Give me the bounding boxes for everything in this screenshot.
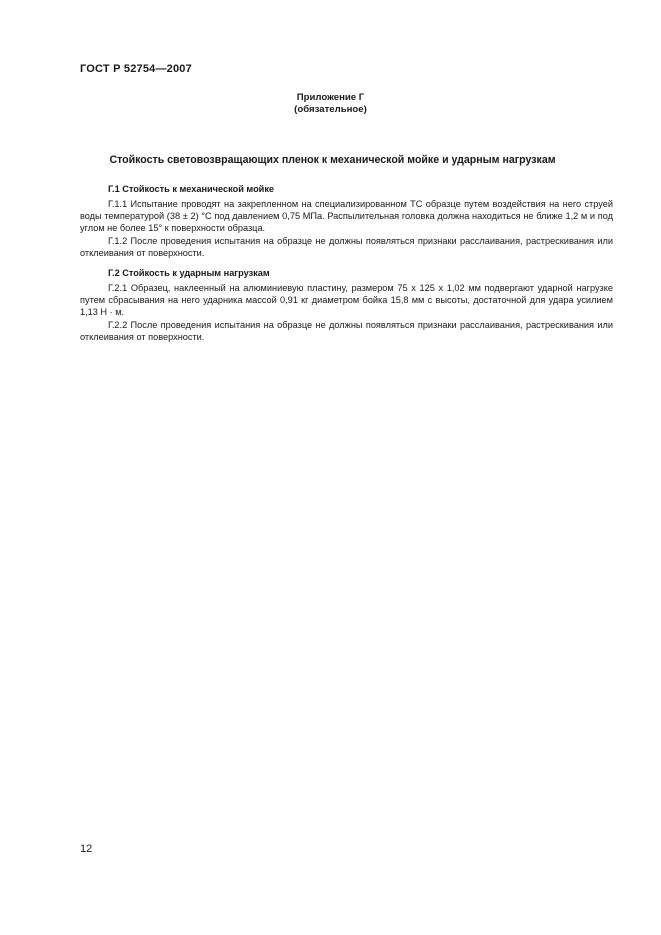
paragraph-g2-2-text: Г.2.2 После проведения испытания на образце не должны появляться признаки расслаивания, растрескивания или отклеивания от поверхности. (80, 320, 613, 343)
paragraph-g1-2 (80, 235, 613, 259)
paragraph-g2-2 (80, 319, 613, 343)
section-heading-g2: Г.2 Стойкость к ударным нагрузкам (108, 268, 270, 278)
page-number: 12 (80, 843, 93, 855)
paragraph-g2-1 (80, 282, 613, 319)
appendix-status: (обязательное) (294, 104, 367, 115)
page-title: Стойкость световозвращающих пленок к механической мойке и ударным нагрузкам (109, 154, 556, 166)
paragraph-g1-1-text: Г.1.1 Испытание проводят на закрепленном на специализированном ТС образце путем воздействия на него струей воды температурой (38 ± 2) °С под давлением 0,75 МПа. Распылительная головка должна находиться не ближе 1,2 м и под углом не более 15° к поверхности образца. (80, 199, 613, 234)
document-code: ГОСТ Р 52754—2007 (80, 63, 192, 75)
appendix-label: Приложение Г (296, 92, 365, 103)
paragraph-g2-1-text: Г.2.1 Образец, наклеенный на алюминиевую пластину, размером 75 x 125 x 1,02 мм подвергают ударной нагрузке путем сбрасывания на него ударника массой 0,91 кг диаметром бойка 15,8 мм с высоты, достаточной для удара усилием 1,13 Н · м. (80, 283, 613, 318)
paragraph-g1-2-text: Г.1.2 После проведения испытания на образце не должны появляться признаки расслаивания, растрескивания или отклеивания от поверхности. (80, 236, 613, 259)
paragraph-g1-1 (80, 198, 613, 235)
section-heading-g1: Г.1 Стойкость к механической мойке (108, 184, 275, 194)
